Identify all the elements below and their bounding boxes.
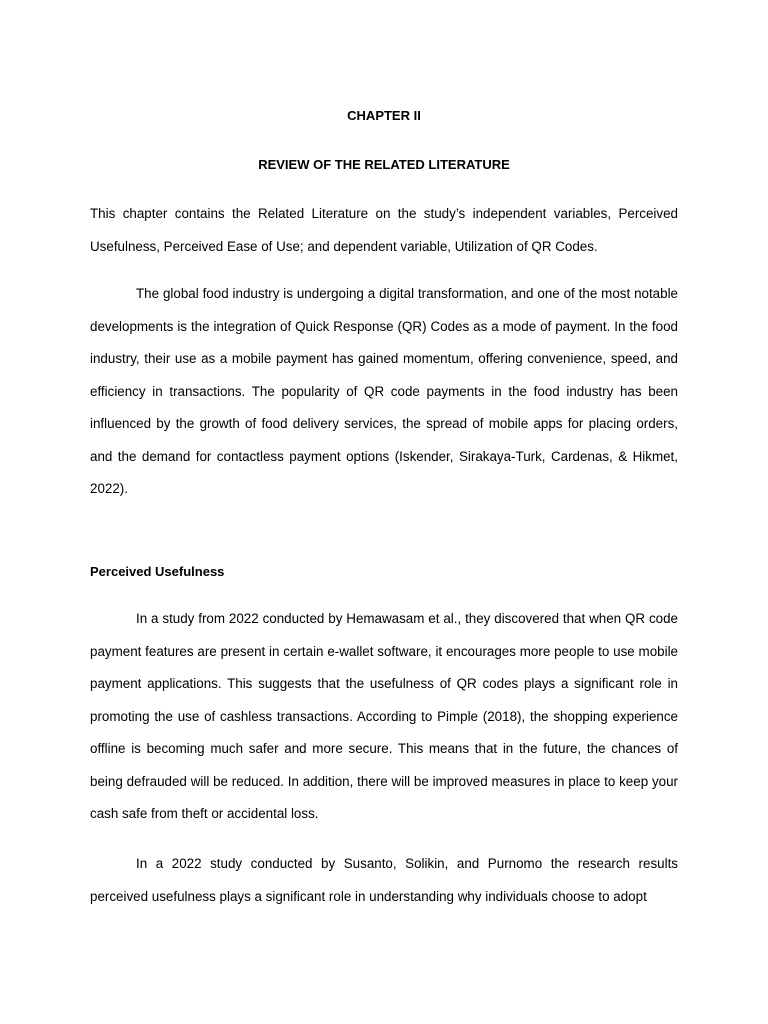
susanto-paragraph: In a 2022 study conducted by Susanto, Solikin, and Purnomo the research results perceived usefulness plays a significant role in understanding why individuals choose to adopt (90, 856, 678, 904)
intro-paragraph: This chapter contains the Related Literature on the study’s independent variables, Perceived Usefulness, Perceived Ease of Use; and dependent variable, Utilization of QR Codes. (90, 206, 678, 254)
document-page (90, 0, 678, 1024)
global-food-paragraph: The global food industry is undergoing a digital transformation, and one of the most notable developments is the integration of Quick Response (QR) Codes as a mode of payment. In the food industry, their use as a mobile payment has gained momentum, offering convenience, speed, and efficiency in transactions. The popularity of QR code payments in the food industry has been influenced by the growth of food delivery services, the spread of mobile apps for placing orders, and the demand for contactless payment options (Iskender, Sirakaya-Turk, Cardenas, & Hikmet, 2022). (90, 286, 678, 496)
section-heading-perceived-usefulness: Perceived Usefulness (90, 564, 225, 579)
chapter-title: REVIEW OF THE RELATED LITERATURE (258, 157, 510, 172)
chapter-label: CHAPTER II (347, 108, 421, 123)
hemawasam-paragraph: In a study from 2022 conducted by Hemawasam et al., they discovered that when QR code payment features are present in certain e-wallet software, it encourages more people to use mobile payment applications. This suggests that the usefulness of QR codes plays a significant role in promoting the use of cashless transactions. According to Pimple (2018), the shopping experience offline is becoming much safer and more secure. This means that in the future, the chances of being defrauded will be reduced. In addition, there will be improved measures in place to keep your cash safe from theft or accidental loss. (90, 611, 678, 821)
